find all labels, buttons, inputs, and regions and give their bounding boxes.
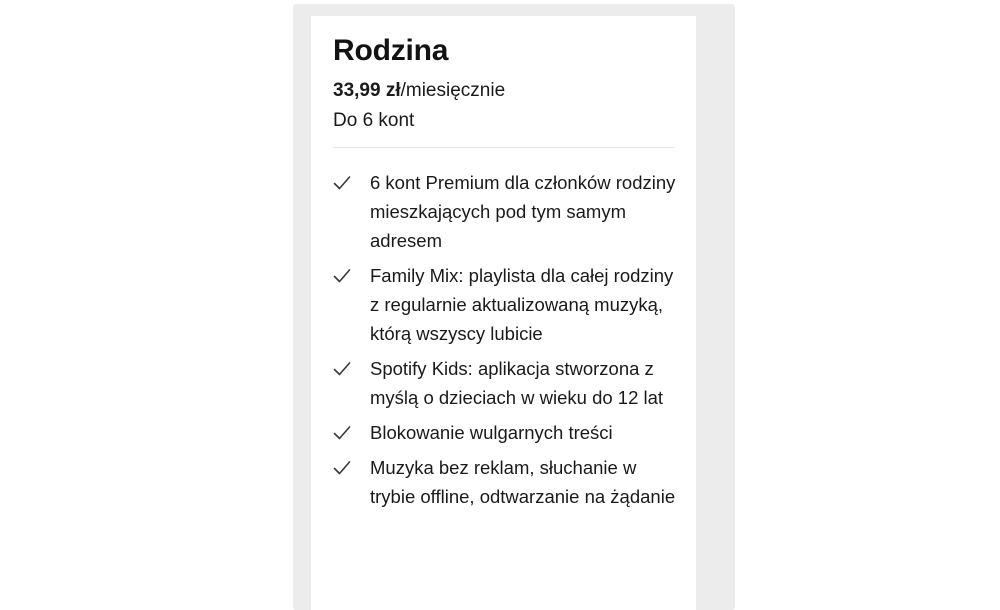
feature-item: [333, 261, 678, 348]
check-icon: [333, 460, 351, 476]
feature-text: Blokowanie wulgarnych treści: [370, 422, 613, 443]
feature-text: Muzyka bez reklam, słuchanie w trybie offline, odtwarzanie na żądanie: [370, 457, 676, 507]
feature-item: [333, 418, 678, 447]
check-icon: [333, 268, 351, 284]
feature-list: [333, 168, 678, 517]
check-icon: [333, 425, 351, 441]
divider: [333, 147, 674, 148]
plan-card: [311, 16, 696, 610]
feature-item: [333, 453, 678, 511]
check-icon: [333, 361, 351, 377]
plan-price-line: [333, 80, 505, 102]
feature-text: Spotify Kids: aplikacja stworzona z myślą o dzieciach w wieku do 12 lat: [370, 358, 664, 408]
plan-price: 33,99 zł: [333, 80, 401, 101]
feature-item: [333, 354, 678, 412]
check-icon: [333, 175, 351, 191]
feature-text: Family Mix: playlista dla całej rodziny z regularnie aktualizowaną muzyką, którą wszyscy lubicie: [370, 265, 674, 344]
feature-text: 6 kont Premium dla członków rodziny mieszkających pod tym samym adresem: [370, 172, 676, 251]
plan-period: /miesięcznie: [400, 80, 506, 101]
feature-item: [333, 168, 678, 255]
plan-accounts: Do 6 kont: [333, 110, 415, 131]
plan-title: Rodzina: [333, 34, 449, 67]
